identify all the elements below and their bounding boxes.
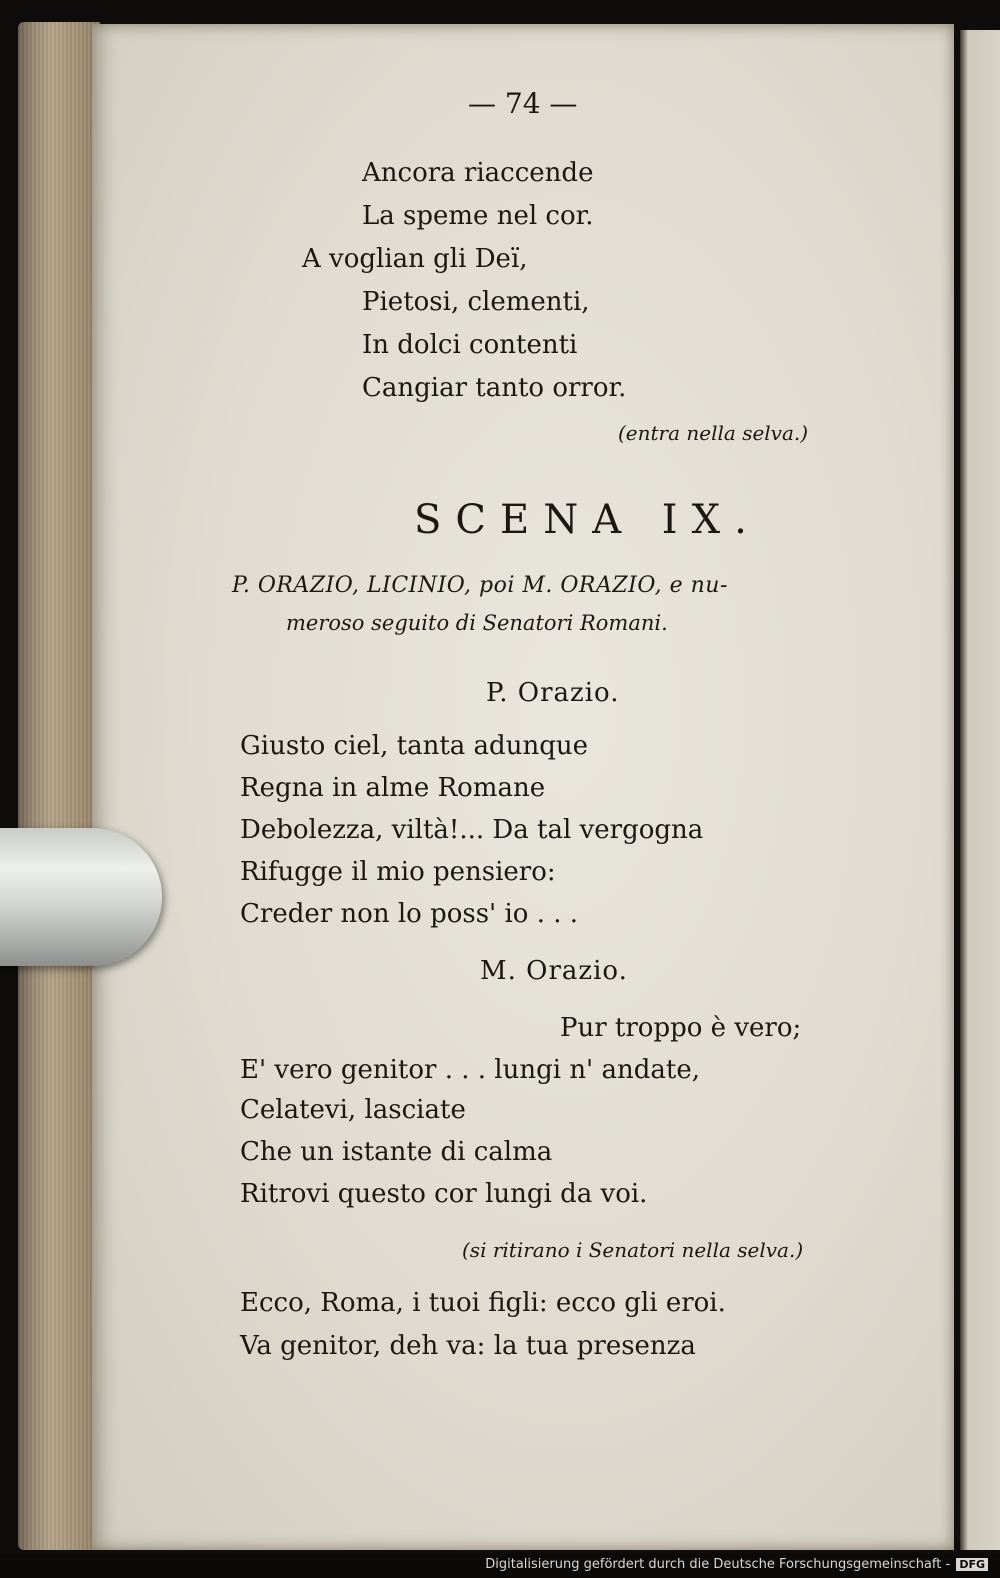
verse-line: Regna in alme Romane	[240, 773, 546, 803]
verse-line: Ecco, Roma, i tuoi figli: ecco gli eroi.	[240, 1288, 726, 1318]
verse-line: Creder non lo poss' io . . .	[240, 899, 579, 929]
verse-line: Celatevi, lasciate	[240, 1095, 466, 1125]
verse-line: In dolci contenti	[362, 330, 578, 360]
facing-page-edge	[960, 30, 1000, 1550]
verse-line: A voglian gli Deï,	[302, 244, 528, 274]
verse-line: Pur troppo è vero;	[560, 1013, 802, 1043]
digitization-credit	[485, 1557, 988, 1572]
verse-line: Cangiar tanto orror.	[362, 373, 627, 403]
verse-line: La speme nel cor.	[362, 201, 594, 231]
verse-line: Che un istante di calma	[240, 1137, 553, 1167]
verse-line: Ancora riaccende	[362, 158, 594, 188]
verse-line: Giusto ciel, tanta adunque	[240, 731, 588, 761]
credit-text: Digitalisierung gefördert durch die Deutsche Forschungsgemeinschaft -	[485, 1557, 951, 1572]
page-block-edges	[18, 22, 100, 1550]
verse-line: Debolezza, viltà!... Da tal vergogna	[240, 815, 704, 845]
page-clip	[0, 828, 162, 966]
verse-line: Ritrovi questo cor lungi da voi.	[240, 1179, 648, 1209]
scene-title: SCENA IX.	[414, 497, 761, 543]
verse-line: Pietosi, clementi,	[362, 287, 590, 317]
character-list: P. ORAZIO, LICINIO, poi M. ORAZIO, e nu-	[232, 573, 728, 598]
dfg-logo: DFG	[956, 1558, 988, 1571]
speaker-name: M. Orazio.	[480, 956, 628, 986]
verse-line: Va genitor, deh va: la tua presenza	[240, 1331, 696, 1361]
speaker-name: P. Orazio.	[486, 678, 620, 708]
verse-line: E' vero genitor . . . lungi n' andate,	[240, 1055, 700, 1085]
stage-direction: (entra nella selva.)	[618, 421, 809, 445]
stage-direction: (si ritirano i Senatori nella selva.)	[462, 1238, 804, 1262]
verse-line: Rifugge il mio pensiero:	[240, 857, 556, 887]
character-list-continued: meroso seguito di Senatori Romani.	[286, 611, 668, 635]
page-number: — 74 —	[468, 87, 578, 120]
